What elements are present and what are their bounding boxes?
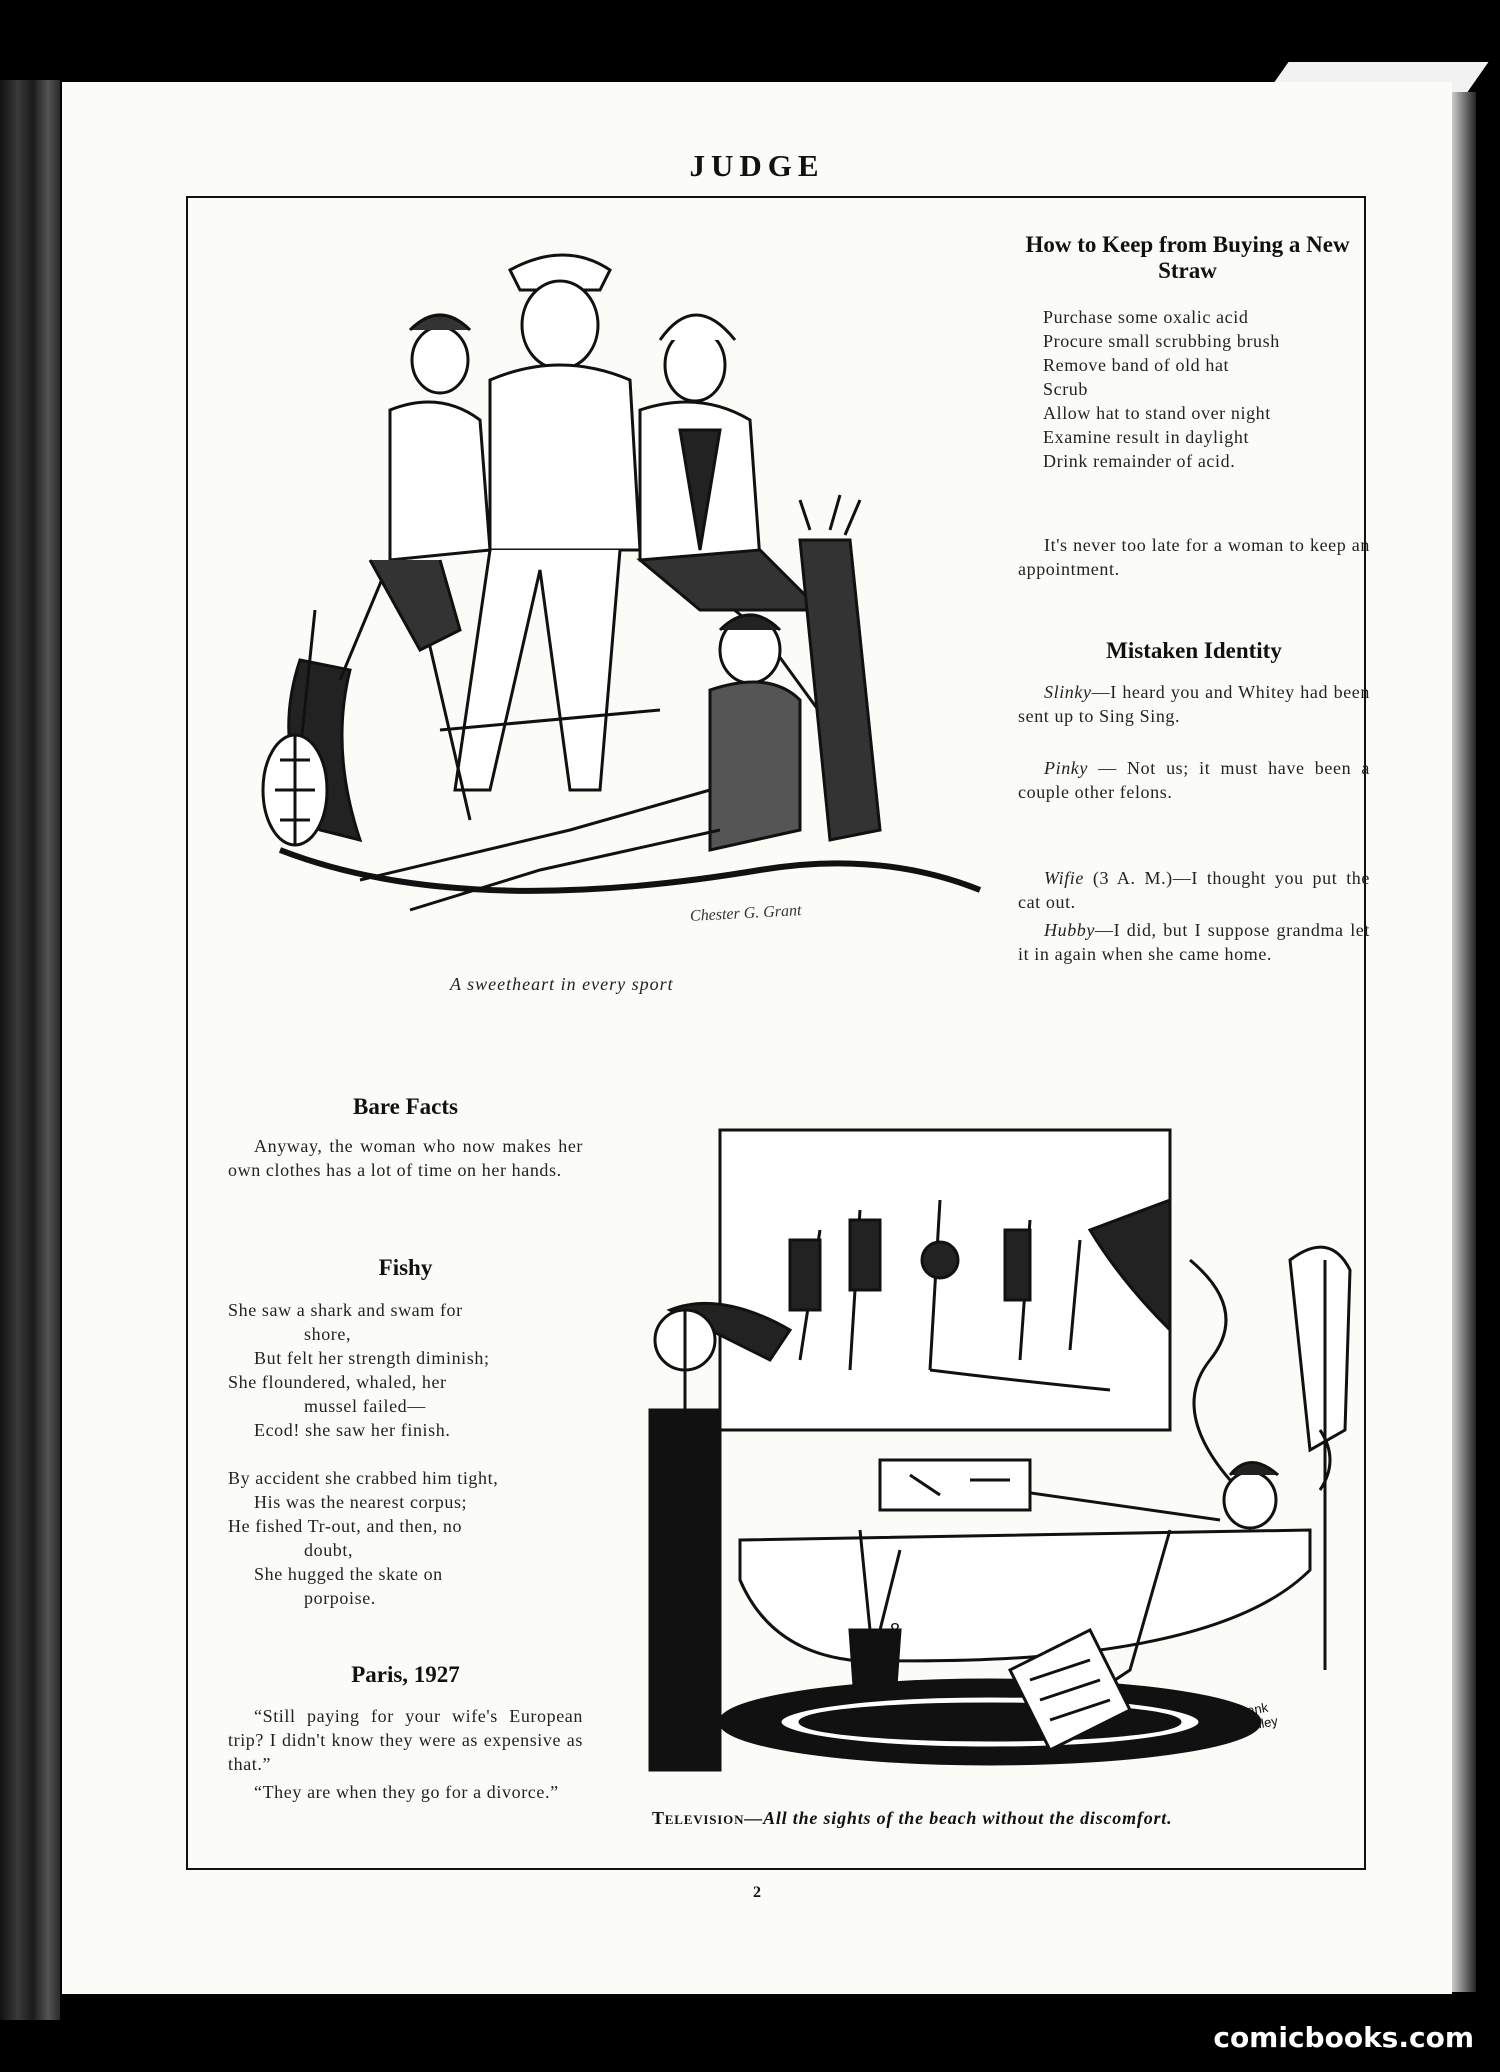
bare-facts-text: Anyway, the woman who now makes her own clothes has a lot of time on her hands. [228,1136,583,1180]
cartoon-signature: Frank Hanley [1233,1699,1279,1735]
masthead: JUDGE [689,148,825,183]
dialogue-text: (3 A. M.)—I thought you put the cat out. [1018,868,1370,912]
poem-line: She saw a shark and swam for [228,1300,463,1320]
identity-para-1 [1018,680,1370,728]
poem-line: mussel failed— [304,1396,426,1416]
poem-line: doubt, [304,1540,354,1560]
speaker-name: Slinky [1044,682,1092,702]
straw-line: Procure small scrubbing brush [1043,331,1280,351]
illustration-caption: A sweetheart in every sport [450,974,674,994]
speaker-name: Pinky [1044,758,1088,778]
caption-text: —All the sights of the beach without the discomfort. [744,1808,1173,1828]
fishy-stanza-2 [228,1466,583,1610]
radio-number: 8 [890,1620,901,1640]
poem-line: But felt her strength diminish; [254,1348,490,1368]
poem-line: shore, [304,1324,352,1344]
television-caption [652,1808,1342,1829]
speaker-name: Wifie [1044,868,1084,888]
caption-label: Television [652,1808,745,1828]
fishy-title: Fishy [378,1255,433,1280]
paris-title: Paris, 1927 [351,1662,460,1687]
bare-facts-title: Bare Facts [353,1094,458,1119]
poem-line: She floundered, whaled, her [228,1372,447,1392]
poem-line: By accident she crabbed him tight, [228,1468,499,1488]
television-illustration [610,1110,1355,1790]
poem-line: She hugged the skate on [254,1564,443,1584]
poem-line: porpoise. [304,1588,376,1608]
watermark: comicbooks.com [1213,2021,1474,2054]
straw-line: Drink remainder of acid. [1043,451,1236,471]
cat-para-1 [1018,866,1370,914]
poem-line: His was the nearest corpus; [254,1492,468,1512]
straw-line: Scrub [1043,379,1088,399]
poem-line: He fished Tr-out, and then, no [228,1516,463,1536]
illustration-signature: Chester G. Grant [689,902,802,925]
page-edge [1452,92,1476,1992]
straw-line: Remove band of old hat [1043,355,1230,375]
straw-line: Allow hat to stand over night [1043,403,1271,423]
straw-list [1043,305,1363,473]
speaker-name: Hubby [1044,920,1095,940]
dialogue-text: —I heard you and Whitey had been sent up to Sing Sing. [1018,682,1370,726]
page-number: 2 [753,1884,761,1901]
straw-title: How to Keep from Buying a New Straw [1025,232,1350,283]
poem-line: Ecod! she saw her finish. [254,1420,451,1440]
paris-line-2: “They are when they go for a divorce.” [254,1782,559,1802]
dialogue-text: — Not us; it must have been a couple other felons. [1018,758,1370,802]
sport-illustration [240,230,1000,930]
fishy-stanza-1 [228,1298,583,1442]
paris-line-1: “Still paying for your wife's European trip? I didn't know they were as expensive as that.” [228,1706,583,1774]
book-spine [0,80,60,2020]
straw-line: Examine result in daylight [1043,427,1250,447]
cat-para-2 [1018,918,1370,966]
straw-line: Purchase some oxalic acid [1043,307,1249,327]
dialogue-text: —I did, but I suppose grandma let it in again when she came home. [1018,920,1370,964]
appointment-quip: It's never too late for a woman to keep an appointment. [1018,535,1370,579]
identity-para-2 [1018,756,1370,804]
identity-title: Mistaken Identity [1106,638,1282,663]
